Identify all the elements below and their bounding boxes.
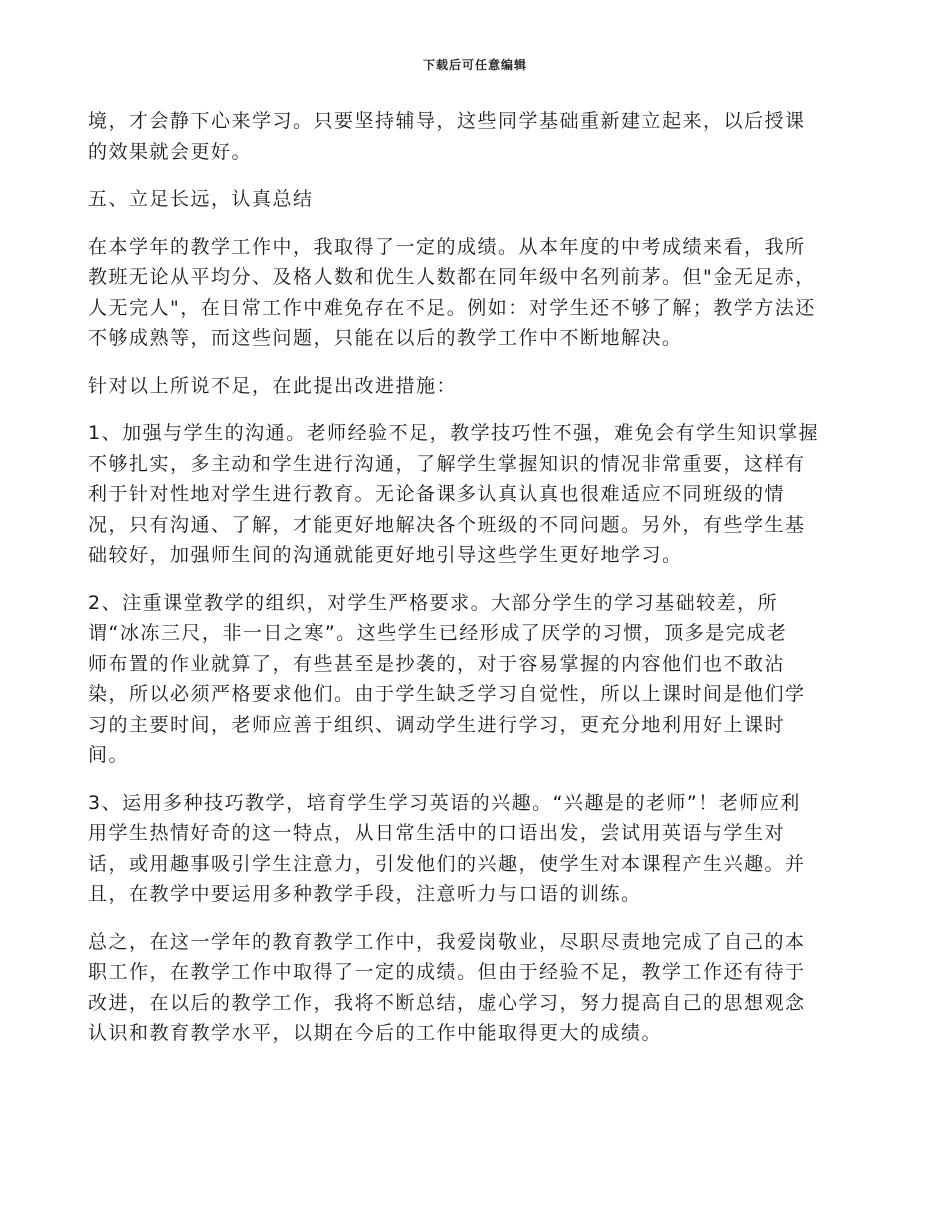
document-body: [88, 106, 868, 1066]
text-line: 且，在教学中要运用多种教学手段，注意听力与口语的训练。: [88, 883, 642, 905]
text-line: 认识和教育教学水平，以期在今后的工作中能取得更大的成绩。: [88, 1022, 663, 1044]
text-line: 不够成熟等，而这些问题，只能在以后的教学工作中不断地解决。: [88, 327, 683, 349]
text-line: 间。: [88, 744, 130, 766]
text-line: 不够扎实，多主动和学生进行沟通，了解学生掌握知识的情况非常重要，这样有: [88, 452, 806, 475]
page-header: 下载后可任意编辑: [422, 58, 527, 72]
text-line: 师布置的作业就算了，有些甚至是抄袭的，对于容易掌握的内容他们也不敢沾: [88, 652, 786, 675]
text-line: 利于针对性地对学生进行教育。无论备课多认真认真也很难适应不同班级的情: [88, 483, 786, 505]
text-line: 针对以上所说不足，在此提出改进措施：: [88, 374, 458, 397]
text-line: 在本学年的教学工作中，我取得了一定的成绩。从本年度的中考成绩来看，我所: [88, 235, 806, 258]
text-line: 习的主要时间，老师应善于组织、调动学生进行学习，更充分地利用好上课时: [88, 713, 786, 736]
text-line: 用学生热情好奇的这一特点，从日常生活中的口语出发，尝试用英语与学生对: [88, 822, 786, 844]
paragraph: [88, 106, 868, 167]
text-line: 染，所以必须严格要求他们。由于学生缺乏学习自觉性，所以上课时间是他们学: [88, 683, 806, 705]
text-line: 五、立足长远，认真总结: [88, 188, 314, 210]
paragraph: [88, 927, 868, 1049]
text-line: 人无完人"，在日常工作中难免存在不足。例如：对学生还不够了解；教学方法还: [88, 296, 816, 319]
text-line: 职工作，在教学工作中取得了一定的成绩。但由于经验不足，教学工作还有待于: [88, 961, 806, 983]
text-line: 2、注重课堂教学的组织，对学生严格要求。大部分学生的学习基础较差，所: [88, 591, 779, 614]
text-line: 谓“冰冻三尺，非一日之寒”。这些学生已经形成了厌学的习惯，顶多是完成老: [88, 622, 788, 644]
text-line: 总之，在这一学年的教育教学工作中，我爱岗敬业，尽职尽责地完成了自己的本: [88, 930, 806, 953]
paragraph: [88, 371, 868, 402]
text-line: 况，只有沟通、了解，才能更好地解决各个班级的不同问题。另外，有些学生基: [88, 513, 806, 536]
paragraph: [88, 232, 868, 354]
paragraph: [88, 418, 868, 571]
text-line: 教班无论从平均分、及格人数和优生人数都在同年级中名列前茅。但"金无足赤，: [88, 266, 816, 288]
text-line: 境，才会静下心来学习。只要坚持辅导，这些同学基础重新建立起来，以后授课: [88, 110, 806, 132]
text-line: 的效果就会更好。: [88, 140, 253, 163]
paragraph: [88, 788, 868, 910]
section-heading: [88, 184, 868, 215]
paragraph: [88, 588, 868, 771]
text-line: 话，或用趣事吸引学生注意力，引发他们的兴趣，使学生对本课程产生兴趣。并: [88, 852, 806, 875]
text-line: 改进，在以后的教学工作，我将不断总结，虚心学习，努力提高自己的思想观念: [88, 991, 806, 1014]
text-line: 1、加强与学生的沟通。老师经验不足，教学技巧性不强，难免会有学生知识掌握: [88, 422, 820, 444]
text-line: 础较好，加强师生间的沟通就能更好地引导这些学生更好地学习。: [88, 544, 683, 566]
text-line: 3、运用多种技巧教学，培育学生学习英语的兴趣。“兴趣是的老师”！老师应利: [88, 791, 801, 814]
